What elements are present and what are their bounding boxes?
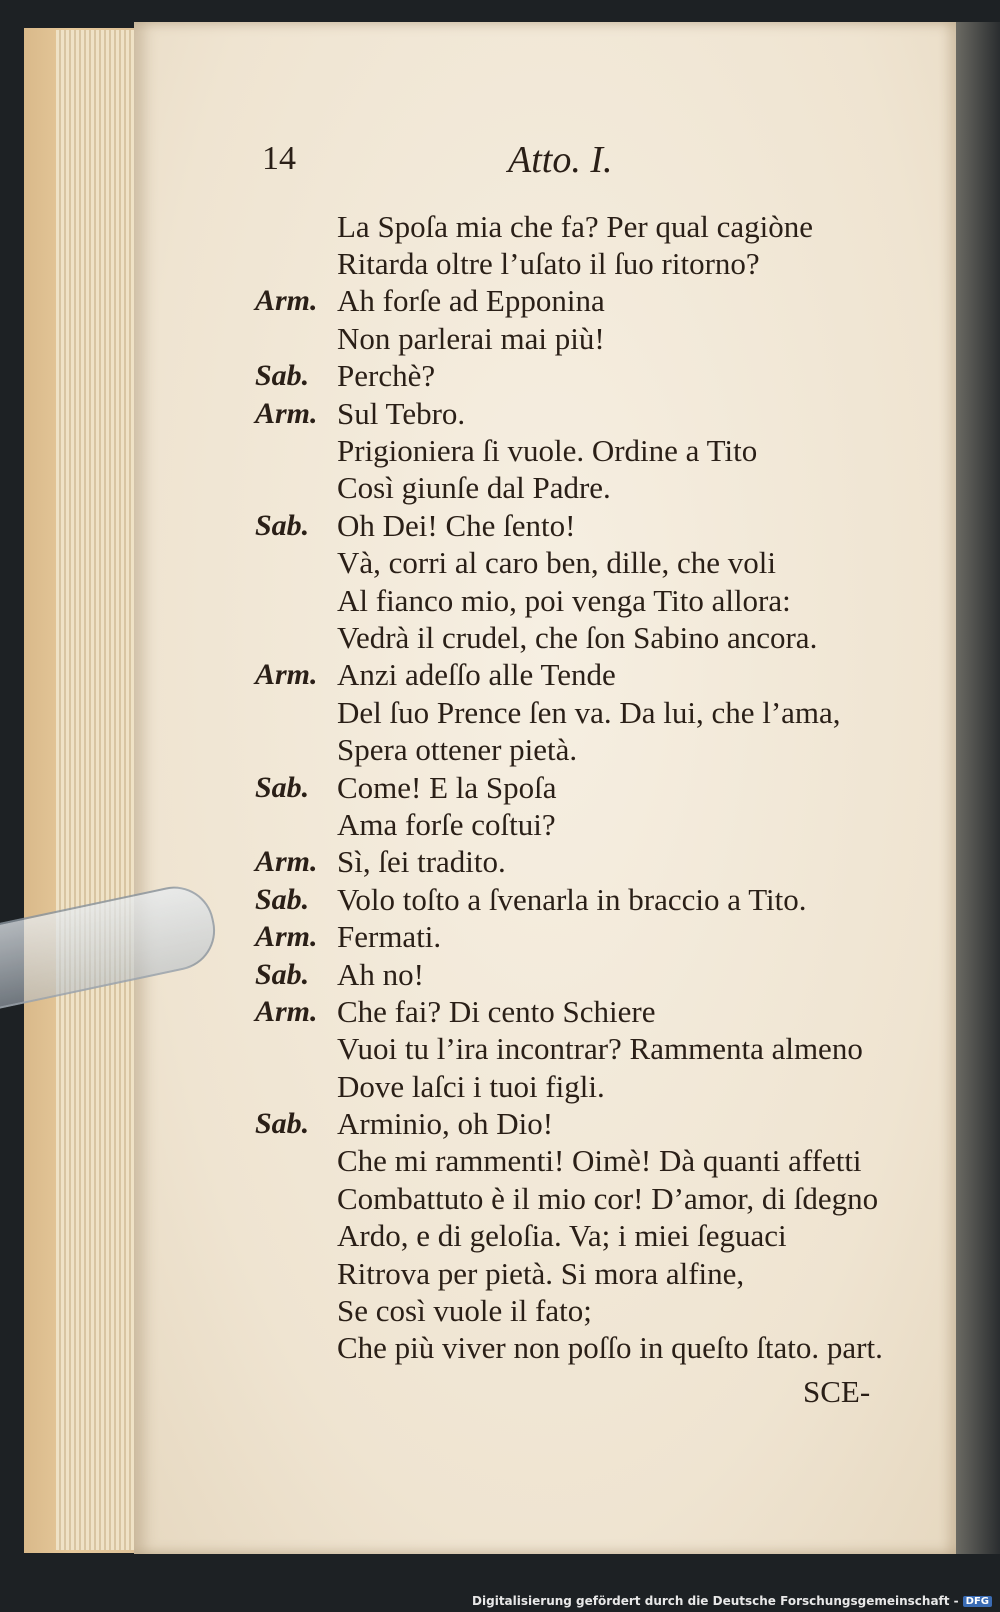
speaker-label: Arm.	[255, 920, 318, 954]
speaker-label: Sab.	[255, 1107, 310, 1141]
speaker-label: Sab.	[255, 508, 310, 542]
line-text: Che più viver non poſſo in queſto ſtato. part.	[337, 1330, 883, 1366]
line-text: Ardo, e di geloſia. Va; i miei ſeguaci	[337, 1218, 787, 1254]
dialogue-line	[255, 208, 935, 245]
line-text: Al fianco mio, poi venga Tito allora:	[337, 582, 791, 618]
line-text: Arminio, oh Dio!	[337, 1106, 554, 1142]
speaker-label: Sab.	[255, 770, 310, 804]
line-text: Ritarda oltre l’uſato il ſuo ritorno?	[337, 246, 760, 282]
dialogue-line	[255, 1255, 935, 1292]
speaker-label: Arm.	[255, 284, 318, 318]
dialogue-line	[255, 993, 935, 1030]
line-text: Se così vuole il fato;	[337, 1293, 592, 1329]
line-text: Dove laſci i tuoi figli.	[337, 1068, 605, 1104]
dialogue-line	[255, 358, 935, 395]
dialogue-text	[255, 208, 935, 1367]
dialogue-line	[255, 507, 935, 544]
dialogue-line	[255, 806, 935, 843]
speaker-label: Arm.	[255, 845, 318, 879]
dialogue-line	[255, 470, 935, 507]
line-text: Ama forſe coſtui?	[337, 806, 556, 842]
dfg-logo: DFG	[963, 1596, 992, 1607]
dialogue-line	[255, 245, 935, 282]
digitization-footer	[472, 1594, 992, 1608]
line-text: Così giunſe dal Padre.	[337, 470, 611, 506]
line-text: Anzi adeſſo alle Tende	[337, 657, 616, 693]
line-text: Spera ottener pietà.	[337, 732, 578, 768]
line-text: Và, corri al caro ben, dille, che voli	[337, 545, 776, 581]
dialogue-line	[255, 395, 935, 432]
speaker-label: Sab.	[255, 957, 310, 991]
gutter-shadow	[956, 22, 1000, 1554]
dialogue-line	[255, 582, 935, 619]
line-text: Oh Dei! Che ſento!	[337, 507, 576, 543]
line-text: Combattuto è il mio cor! D’amor, di ſdegno	[337, 1180, 879, 1216]
running-head: Atto. I.	[508, 139, 613, 181]
dialogue-line	[255, 545, 935, 582]
dialogue-line	[255, 881, 935, 918]
speaker-label: Sab.	[255, 882, 310, 916]
dialogue-line	[255, 769, 935, 806]
dialogue-line	[255, 283, 935, 320]
line-text: Prigioniera ſi vuole. Ordine a Tito	[337, 433, 758, 469]
page-stack-edges	[56, 30, 136, 1550]
line-text: Sul Tebro.	[337, 395, 466, 431]
dialogue-line	[255, 918, 935, 955]
line-text: Vedrà il crudel, che ſon Sabino ancora.	[337, 619, 818, 655]
dialogue-line	[255, 619, 935, 656]
line-text: Non parlerai mai più!	[337, 320, 605, 356]
line-text: La Spoſa mia che fa? Per qual cagiòne	[337, 208, 813, 244]
dialogue-line	[255, 432, 935, 469]
dialogue-line	[255, 1068, 935, 1105]
dialogue-line	[255, 320, 935, 357]
dialogue-line	[255, 956, 935, 993]
line-text: Sì, ſei tradito.	[337, 844, 506, 880]
line-text: Come! E la Spoſa	[337, 769, 557, 805]
dialogue-line	[255, 1105, 935, 1142]
speaker-label: Arm.	[255, 994, 318, 1028]
line-text: Del ſuo Prence ſen va. Da lui, che l’ama,	[337, 694, 841, 730]
dialogue-line	[255, 731, 935, 768]
speaker-label: Arm.	[255, 658, 318, 692]
line-text: Perchè?	[337, 358, 436, 394]
dialogue-line	[255, 1031, 935, 1068]
line-text: Che fai? Di cento Schiere	[337, 993, 656, 1029]
dialogue-line	[255, 844, 935, 881]
speaker-label: Sab.	[255, 359, 310, 393]
dialogue-line	[255, 657, 935, 694]
dialogue-line	[255, 1218, 935, 1255]
line-text: Che mi rammenti! Oimè! Dà quanti affetti	[337, 1143, 862, 1179]
line-text: Ah no!	[337, 956, 424, 992]
line-text: Vuoi tu l’ira incontrar? Rammenta almeno	[337, 1031, 863, 1067]
dialogue-line	[255, 1292, 935, 1329]
dialogue-line	[255, 694, 935, 731]
line-text: Volo toſto a ſvenarla in braccio a Tito.	[337, 881, 807, 917]
dialogue-line	[255, 1180, 935, 1217]
line-text: Ritrova per pietà. Si mora alfine,	[337, 1255, 745, 1291]
dialogue-line	[255, 1330, 935, 1367]
page-number: 14	[262, 140, 296, 177]
line-text: Fermati.	[337, 919, 442, 955]
dialogue-line	[255, 1143, 935, 1180]
speaker-label: Arm.	[255, 396, 318, 430]
catch-word: SCE-	[803, 1374, 871, 1409]
line-text: Ah forſe ad Epponina	[337, 283, 605, 319]
footer-text: Digitalisierung gefördert durch die Deutsche Forschungsgemeinschaft -	[472, 1594, 959, 1608]
